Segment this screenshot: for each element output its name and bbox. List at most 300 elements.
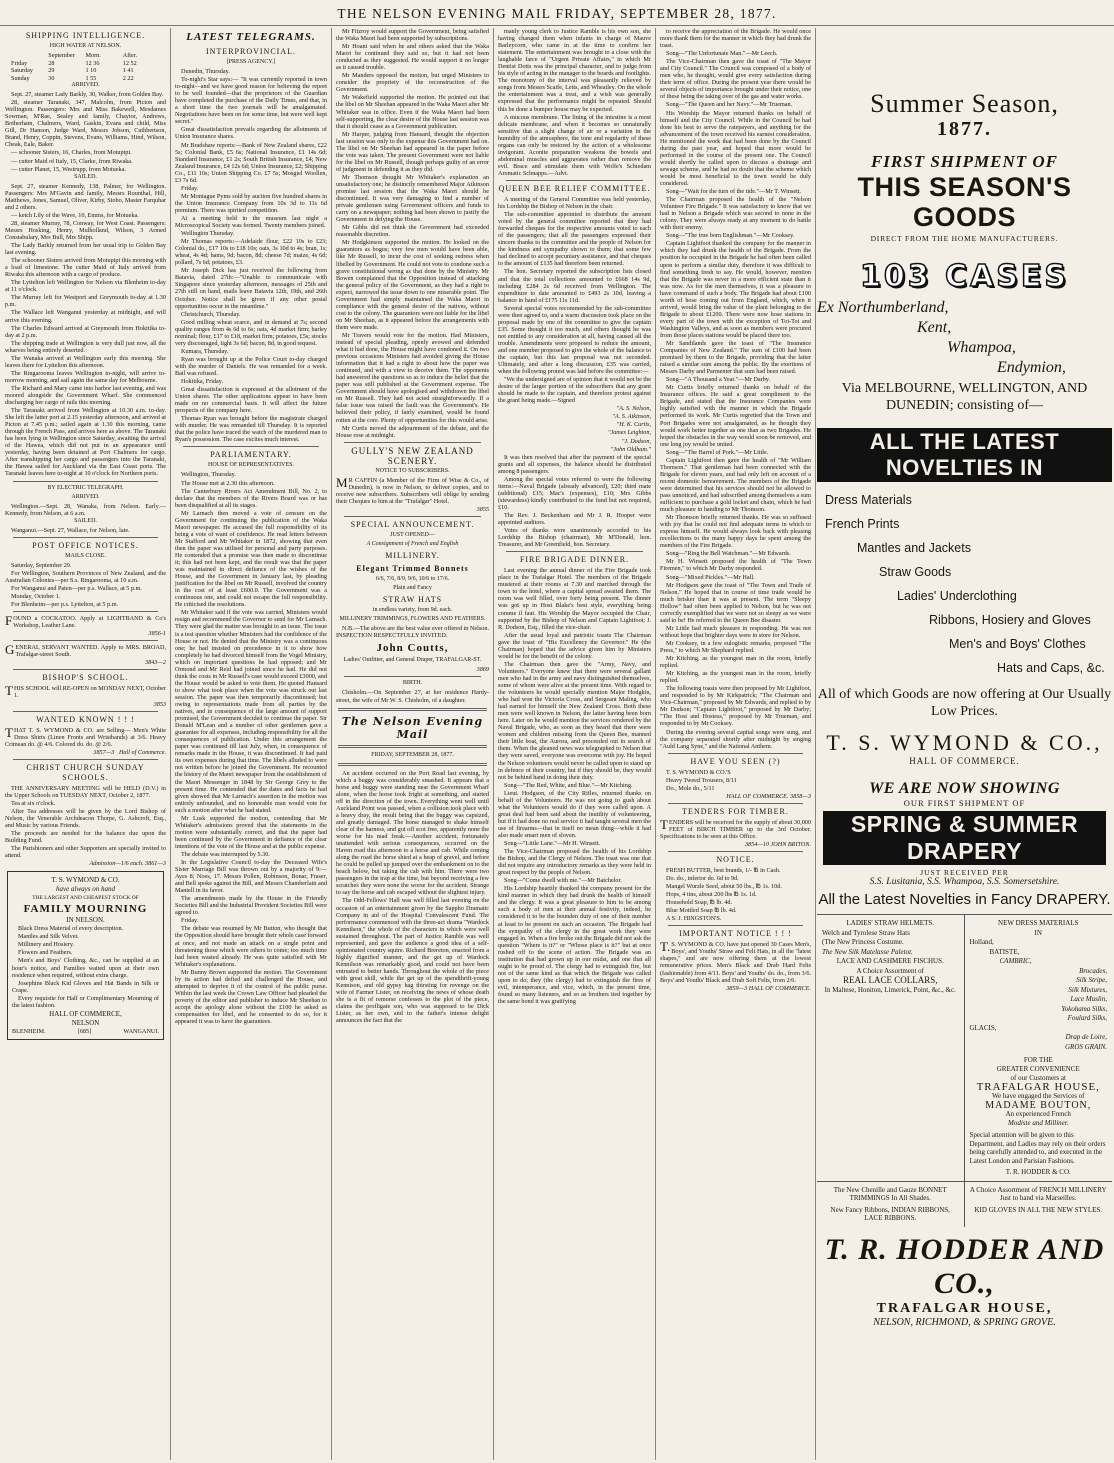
paragraph: Song—"The Barrel of Pork."—Mr Little.	[666, 448, 769, 456]
ad-line: Silk Mixtures,	[1068, 985, 1107, 994]
paragraph: The following toasts were then proposed by Mr Lightfoot, and responded to by Mr Kirkpatrick; "The Chairman and Vice-Chairman," proposed by Mr Edwards, and replied to by Mr Dodson; "Captain Lightfoot," proposed by Mr Darby; "The Host and Hostess," proposed by Mr Trueman, and responded to by Mr Cooksey.	[660, 685, 811, 728]
ad-ships	[817, 298, 1112, 378]
paragraph: Song—"The true born Englishman."—Mr Cooksey.	[666, 232, 795, 240]
ad-line: A Choice Assortment of FRENCH MILLINERY Just to hand via Marseilles.	[969, 1185, 1107, 1202]
paragraph: Captain Lightfoot thanked the company for the manner in which they had drunk the health of the Brigade. From the position he occupied in the Brigade he had often been called upon to perform a similar duty, therefore it was difficult to find something fresh to say. He would, however, mention that the Brigade was never in a more efficient state than it was now. As for the men themselves, it was a pleasure to have command of such a body. The Brigade had about £100 worth of hose coming out from England, which, when it arrived, would bring the value of the plant belonging to the Brigade to about £1200. There were now hose stations in every part of the town with the exception of Toi-Toi and Washington Valleys, and as soon as members were procured from those places stations would be placed there too.	[660, 240, 811, 339]
paragraph: Mr Wakefield supported the motion. He pointed out that the libel on Mr Sheehan appeared in the Waka Maori after Mr Whitaker was in office. Even if the Waka Maori had been self-supporting, the clear desire of the House last session was that it should cease as a Government publication.	[336, 94, 489, 130]
ad-items	[817, 488, 1112, 680]
ad-text: NELSON	[71, 1018, 100, 1027]
ad-goods: THIS SEASON'S GOODS	[857, 172, 1072, 232]
editorial-paragraphs	[336, 770, 489, 1025]
paragraph: "John Oldham."	[610, 445, 651, 453]
paragraph: Christchurch, Thursday.	[181, 310, 241, 318]
column-rule	[170, 28, 171, 1460]
ad-first-shipment: FIRST SHIPMENT OF	[870, 152, 1059, 171]
important-ad: T.S. WYMOND & CO. have just opened 30 Cases Men's, Boys', and Youths' Straw and Felt Hats, in all the "latest shapes," and are now offering them at the lowest remunerative prices. Men's Black and Drab Hard Felts (fashionable) from 4/11. Boys' and Youths' do. do., from 3/6. Boys' and Youths' Black and Drab Soft Felts, from 2/6.	[660, 939, 811, 984]
ad-item: Straw Goods	[879, 565, 952, 579]
paragraph: Blue Mottled Soap ℔ lb. 4d.	[666, 907, 737, 915]
ad-text: JUST OPENED—	[390, 531, 435, 538]
paragraph: The Wallace left Wanganui yesterday at midnight, and will arrive this evening.	[5, 309, 166, 324]
telegraph-heading: BY ELECTRIC TELEGRAPH.	[47, 484, 124, 491]
ad-text: 6/6, 7/6, 8/9, 9/6, 10/6 to 17/6.	[375, 576, 450, 583]
tide-table: September Morn. After. Friday 28 12 36 12 52 Saturday 29 1 10 1 41 Sunday 30 1 55 2 22	[11, 52, 138, 82]
ship-name: Kent,	[917, 319, 952, 336]
paragraph: Song—"A Thousand a Year."—Mr Darby.	[666, 376, 771, 384]
ad-title: MILLINERY.	[385, 551, 440, 561]
ad-line: of our Customers at	[1010, 1074, 1066, 1082]
ad-title: STRAW HATS	[382, 595, 443, 605]
ad-ref: 3859—3 HALL OF COMMERCE.	[726, 984, 811, 992]
ad-line: MADAME BOUTON,	[985, 1099, 1092, 1111]
ad-line: IN	[1034, 928, 1042, 937]
paragraph: Mr Lusk supported the motion, contending that Mr Whitaker's admissions proved that the statements in the motion were substantially correct, and that the paper had been continued by the Government in defiance of the clear intentions of the vote of the House and at the public expense.	[175, 814, 327, 850]
section-heading: SHIPPING INTELLIGENCE.	[25, 31, 146, 40]
paragraph: His Lordship heartily thanked the company present for the kind manner in which they had drunk the health of himself and the clergy. It was a great pleasure to him to be among such a body of men at their annual festivity, indeed, he considered it to be the bounden duty of one of their number at least to be present on such an occasion. The Brigade had the sympathy of the clergy in the great work they were engaged in. When a fire broke out the Brigade did not ask the question "Where is it?" or "Whose place is it?" but at once rushed off to the scene of action. The Brigade was an institution that had grown up in our midst, and one that all ought to be proud of. The clergy had to extinguish fire, but not of the same kind as that which the Brigade was called upon to do; they (the clergy) had to extinguish the fires of evil, intemperance, and vice, which, in the present time, found so many listeners, and so as brothers tied together by the same bond it was gratifying	[498, 885, 651, 1006]
ad-title: Elegant Trimmed Bonnets	[356, 564, 469, 574]
ad-hodder: T. R. HODDER AND CO.,	[824, 1232, 1105, 1300]
paragraph: The hon. Secretary reported the subscription lists closed and that the total collections amounted to £668 14s 9d, including £284 2s 6d received from Wellington. The expenditure to date amounted to £493 2s 10d, leaving a balance in hand of £175 11s 11d.	[498, 268, 651, 304]
ad-firm: John Coutts,	[376, 642, 449, 655]
ship-name: Endymion,	[997, 359, 1066, 376]
paragraph: Mr Sandilands gave the toast of "The Insurance Companies of New Zealand." The sum of £100 had been promised by them to the Brigade, providing that the latter raised a similar sum among the public. By the exertions of Messrs Darby and Parmenter that sum had been raised.	[660, 340, 811, 376]
bishop-ad: THIS SCHOOL will RE-OPEN on MONDAY NEXT, October 1.	[5, 683, 166, 700]
ad-line: New Fancy Ribbons, INDIAN RIBBONS, LACE RIBBONS.	[830, 1205, 950, 1222]
paragraph: It was then resolved that after the payment of the special grants and all expenses, the balance should be distributed among 8 passengers.	[498, 453, 651, 475]
ad-line: GREATER CONVENIENCE	[996, 1064, 1080, 1073]
servant-ad: GENERAL SERVANT WANTED. Apply to MRS. BROAD, Trafalgar-street South.	[5, 642, 166, 659]
ad-ref: 3857—3 Hall of Commerce.	[93, 748, 166, 756]
sailed-list	[5, 183, 166, 241]
ad-text: N.B.—The above are the best value ever offered in Nelson. INSPECTION RESPECTFULLY INVITED.	[336, 625, 489, 640]
found-ad: FOUND a COCKATOO. Apply at LIGHTBAND & Co's Workshop, Leather Lane.	[5, 613, 166, 630]
paragraph: Mr Bunny Brown supported the motion. The Government by its action had defied and challenged the House, and attempted to deprive it of the control of the public purse. Within the last week the Crown Law Officer had pleaded the poverty of the editor and publisher to induce Mr Sheehan to accept the apology alone without the £100 he asked as compensation for libel, and he consented to do so, for it appeared it was to have the guarantees.	[175, 968, 327, 1026]
paragraph: The Odd-Fellows' Hall was well filled last evening on the occasion of an entertainment given by the Sappho Dramatic Company in aid of the Hospital Convalescent Fund. The performance commenced with the three-act drama "Wardock Kennilson," the whole of the characters in which were well sustained throughout. The part of Justice Ramble was well represented, and gave the audience a good idea of a self-opinionated country squire. Richard Brereton, enacted from a highly dignified manner, and the get up of Wardock Kennilson was remarkably good, and could not have been entrusted to better hands. Throughout the whole of the piece with great skill, while the get up of the spendthrift-young Kennison, and old gypsy hag thirsting for revenge on the wife of Farmer Lister, on receiving the news of whose death she is a fit of remorse confesses to the plot of the piece, claims the profligate son, who was supposed to be Dick Lister, as her own, and to the father's intense delight announces the fact that the	[336, 897, 489, 1025]
interprovincial-heading: INTERPROVINCIAL.	[206, 47, 296, 56]
paragraph: Among the special votes referred to were the following items:—Naval Brigade (already advanced), £20; third mate (additional) £15; Mac's (expenses), £10; Mrs Gibbs (stewardess) kindly contributed to the fund but not required, £10.	[498, 475, 651, 511]
ad-trafalgar: TRAFALGAR HOUSE,	[876, 1300, 1053, 1316]
paragraph: Friday.	[181, 184, 199, 192]
special-heading: SPECIAL ANNOUNCEMENT.	[350, 519, 475, 529]
paragraph: For Wanganui and Paten—per p.s. Wallace, at 5 p.m.	[11, 585, 142, 592]
ad-left-block-2	[817, 1182, 965, 1227]
paragraph: Heavy Tweed Trousers, 8/11	[666, 776, 737, 784]
paragraph: Josephine Black Kid Gloves and Hat Bands in Silk or Crape.	[12, 979, 159, 994]
notice-list	[660, 867, 811, 922]
ad-line: We have engaged the Services of	[991, 1092, 1085, 1100]
paragraph: Do., Mole do., 5/11	[666, 784, 715, 792]
paragraph: Mr H. Winsett proposed the health of "The Town Firemen," to which Mr Darby responded.	[660, 558, 811, 573]
paragraph: Saturday, September 29.	[11, 561, 72, 569]
paragraph: Sept. 27, steamer Lady Barkly, 30, Walker, from Golden Bay.	[11, 91, 164, 99]
ad-line: LADIES' STRAW HELMETS.	[846, 919, 934, 927]
paragraph: An accident occurred on the Port Road last evening, by which a buggy was considerably smashed. It appears that a horse and buggy were standing near the Government Wharf alone, when the horse took fright at something, and started off in the direction of the town. Everything went well until Auckland Point was passed, when a collision took place with a heavy dray, the result being that the buggy was capsized, and greatly damaged. The horse managed to shake himself clear of the harness, and got off scot free, apparently none the worse for his mad freak.—Another accident, fortunately unattended with serious consequences, occurred on the Haven road this afternoon to a horse and cab. While coming along the road the horse shied at a heap of gravel, and before he could be pulled up jumped over the embankment on to the beach below, but taking the cab with him. There were two passengers in the trap at the time, but beyond receiving a few scratches they were none the worse for the accident. Strange to say the horse and cab escaped without the slightest injury.	[336, 769, 489, 897]
ad-line: Drap de Loire,	[1065, 1033, 1107, 1041]
shipping-news	[5, 242, 166, 478]
wanted-ad: THAT T. S. WYMOND & CO. are Selling— Men's White Dress Shirts (Linen Fronts and Wristbands) at 3/6. Heavy Crimean do. @ 4/6. Colored do. do. @ 2/6.	[5, 724, 166, 748]
tide-heading: HIGH WATER AT NELSON.	[49, 43, 122, 49]
ad-line: CAMBRIC,	[999, 957, 1032, 965]
ad-line: Foulard Silks,	[1067, 1014, 1107, 1022]
paragraph: His Worship the Mayor returned thanks on behalf of himself and the City Council. While in the Council he had done his best to serve the ratepayers, and anything for the advancement of the town received his earnest consideration. He mentioned the work that had been done by the Council during the past year, and hoped that more would be performed in the course of the present one. The Council would shortly be called upon to discuss a drainage and sewage scheme, and he had no doubt that the scheme which would be most beneficial to the town would be duly considered.	[660, 109, 811, 187]
paragraph: Mr Hodgson gave the toast of "The Town and Trade of Nelson." He hoped that in course of time trade would be much brisker than it was at present. The term "Sleepy Hollow" had often been applied to Nelson, but he was not correctly exemplified that we were not so sleepy as we were said to be! He referred to the Queen Bee disaster.	[660, 581, 811, 624]
ad-item: Dress Materials	[825, 493, 912, 507]
ad-hall: HALL OF COMMERCE.	[909, 756, 1020, 766]
paragraph: Mr Harper, judging from Hansard, thought the objection last session was only to the expense this Government had on. The libel on Mr Sheehan had appeared in the paper before the vote was taken. The present Government were not liable for the libel on Mr Russell, though perhaps guilty of an error of judgment in defending it as they did.	[336, 130, 489, 173]
ad-ref: 3869	[476, 666, 489, 674]
paragraph: Ryan was brought up at the Police Court to-day charged with the murder of Daniels. He was remanded for a week. Bail was refused.	[175, 355, 327, 377]
column-rule	[493, 28, 494, 1460]
wymond-advertisement	[817, 28, 1112, 1460]
paragraph: The Parishioners and other Supporters are specially invited to attend.	[5, 845, 166, 860]
paragraph: Mr Kitching, as the youngest man in the room, briefly replied.	[660, 655, 811, 670]
ad-text: IN NELSON.	[66, 916, 105, 925]
paragraph: FRESH BUTTER, best brands, 1/- ℔ in Cash.	[666, 867, 781, 875]
paragraph: The Vice-Chairman then gave the toast of "The Mayor and City Council." The Council was composed of a body of men who, he thought, would give every satisfaction during their term of office. During the present year there would be several objects of importance brought under their notice, one of these being the taking over of the gas and water works.	[660, 58, 811, 101]
paragraph: Mr Curtis briefly returned thanks on behalf of the Insurance offices. He said a great compliment to the Brigade, and stated that the Insurance Companies were highly satisfied with the manner in which the Brigade performed its work. Mr Curtis regretted that the Town and Port Brigades were not amalgamated, as he thought they would work better together as one than as two Brigades. He hoped the obstacles in the way would soon be removed, and one long joy would be united.	[660, 384, 811, 448]
ad-ref: 3843—2	[145, 659, 166, 667]
paragraph: Mr Hodgkinson supported the motion. He looked on the guarantors as bogus; very few men would have been able, like Mr Russell, to incur the cost of seeking redress when libelled by Government. He could not vote to condone such a grave constitutional wrong as that done by the Ministry. Mr Bowen complained that the Opposition instead of attacking the general policy of the Government, as they had a right to expect, narrowed the issue down to one miserable point. The Government had simply maintained the Waka Maori in compliance with the general desire of the natives, without cost to the colony. The guarantors were not liable for the libel on Mr Sheehan, as it appeared before the arrangements with them were made.	[336, 239, 489, 331]
paragraph: The Charles Edward arrived at Greymouth from Hokitika to-day at 2 p.m.	[5, 324, 166, 339]
ad-all: All of which Goods are now offering at Our Usually Low Prices.	[817, 687, 1112, 719]
paragraph: Song—"Mixed Pickles."—Mr Hall.	[666, 573, 755, 581]
paragraph: "James Leighton,	[607, 429, 651, 437]
paragraph: Mr Whitaker said if the vote was carried, Ministers would resign and recommend the Governor to send for Mr Larnach. They were glad the matter was brought to an issue. The issue is a test question whether Ministers had the confidence of the House or not. He denied that the Ministry was a continuous one; he had insisted on precedence in it to show how completely he had divorced himself from the Vogel Ministry, which on important questions he had opposed; and Mr Ormond and Mr Reid had joined since he had. He did not think the costs in Mr Russell's case would exceed £3000, and the House would be asked to vote them. He quoted Hansard to show what took place when the vote was struck out last session. The paper was then temporarily discontinued; but owing to representations made from all parties by the natives, and in consequence of the large amount of support promised, the Government decided to continue the paper. Sir Donald M'Lean and a number of other gentlemen gave a guarantee for all expenses, including responsibility for all the consequences of publication. Under this arrangement the paper was continued till last July, when, in consequence of remarks made in the House, it was discontinued. It had paid its own expenses during that time. The libels alluded to were not written before he joined the Government. He recounted the history of the Maori newspaper from the establishment of the Maori Messenger in 1848 by Sir George Grey to the present time. He contended that the dates and facts he had given showed that Mr Larnach's assertion in the motion was entirely unfounded, and no honorable man would vote for such a motion after what he had stated.	[175, 609, 327, 814]
paragraph: The Lady Barkly returned from her usual trip to Golden Bay last evening.	[5, 242, 166, 257]
ad-ref: Admission—1/6 each. 3861—3	[89, 860, 166, 868]
sailed-heading: SAILED.	[74, 173, 97, 180]
paragraph: The proceeds are needed for the balance due upon the Building Fund.	[5, 830, 166, 845]
paragraph: Votes of thanks were unanimously accorded to his Lordship the Bishop (chairman), Mr M'Donald, hon. Treasurer, and Mr Greenfield, hon. Secretary.	[498, 527, 651, 549]
ad-text: have always on hand	[56, 885, 115, 894]
tel-arrived: Wellington.—Sept. 28, Wanaka, from Nelson. Early.—Kennedy, from Nelson, at 6 a.m.	[5, 502, 166, 517]
paragraph: The Chairman then gave the "Army, Navy, and Volunteers." Everyone knew that there were several gallant men who had in the army and navy distinguished themselves, some of whom were alive at the present time. With regard to the volunteers he would specially mention Major Hodgkin, who had won the Victoria Cross, and Sergeant Maling, who had earned for himself the New Zealand Cross. Both these men were well known in Nelson, the latter having been born here. Later on he would mention the services rendered by the Naval Brigade, who, as soon as they heard that there were women and children missing from the Queen Bee, manned their little boat, the Aurora, and proceeded out in search of them. When the gleaned news was telegraphed to Nelson that they were saved, everyone was overcome with joy. He hoped the Nelson volunteers would never be called upon to stand up in defence of their country, but if they should be, they would not be behind hand in doing their duty.	[498, 660, 651, 781]
ad-right-block	[965, 915, 1113, 1181]
paragraph: THE ANNIVERSARY MEETING will be HELD (D.V.) in the Upper Schools on TUESDAY NEXT, October 2, 1877.	[5, 784, 166, 799]
notice-heading: NOTICE.	[716, 855, 755, 865]
paragraph: "J. Dodson,	[621, 437, 651, 445]
ad-ref: 3854—10 JOHN BRITON.	[744, 840, 811, 848]
church-heading: CHRIST CHURCH SUNDAY SCHOOLS.	[26, 762, 145, 782]
ad-hall: HALL OF COMMERCE,	[49, 1009, 122, 1018]
ad-line: FOR THE	[1023, 1056, 1053, 1064]
ad-showing: WE ARE NOW SHOWING	[869, 780, 1060, 797]
post-list	[5, 562, 166, 608]
masthead: THE NELSON EVENING MAIL FRIDAY, SEPTEMBER 28, 1877.	[0, 0, 1114, 26]
paragraph: Household Soap, ℔ lb. 4d.	[666, 899, 733, 907]
paragraph: "A. S. Atkinson,	[612, 413, 651, 421]
paragraph: Song—"The Red, White, and Blue."—Mr Kitching.	[504, 781, 633, 789]
paragraph: Song—"The Unfortunate Man."—Mr Leech.	[666, 50, 778, 58]
ad-item: Men's and Boys' Clothes	[949, 637, 1086, 651]
paragraph: Mr Bradshaw reports:—Bank of New Zealand shares, £22 5s; Colonial Bank, £5 6s; National Insurance, £1 14s 6d; Standard Insurance, £1 2s; South British Insurance, £4; New Zealand Insurance, £4 12s 6d; Union Insurance, £2; Shipping Co., £11 10s; Union Shipping Co. £7 5s; Mosgiel Woollen, £3 7s 6d.	[175, 141, 327, 184]
paragraph: Song—"The Queen and her Navy."—Mr Trueman.	[666, 101, 793, 109]
tender-heading: TENDERS FOR TIMBER.	[682, 806, 789, 816]
ad-item: Ribbons, Hosiery and Gloves	[929, 613, 1091, 627]
paragraph: Song—"Ring the Bell Watchman."—Mr Edwards.	[666, 550, 791, 558]
ad-title: FAMILY MOURNING	[23, 903, 148, 916]
paragraph: Thomas Ryan was brought before the magistrate charged with murder. He was remanded till Thursday. It is reported that the police have traced the watch of the murdered man to Ryan's possession. The case excites much interest.	[175, 415, 327, 444]
paragraph: A S. J. HINGSTON'S.	[666, 915, 722, 923]
ad-item: French Prints	[825, 517, 900, 531]
paragraph: Song—"Wait for the turn of the tide."—Mr T. Winsett.	[666, 188, 802, 196]
paragraph: Tea at six o'clock.	[11, 799, 56, 807]
paragraph: — cutter Planet, 15, Westrupp, from Motueka.	[11, 165, 126, 173]
ad-line: An experienced French	[1005, 1110, 1071, 1118]
paragraph: The shipping trade at Wellington is very dull just now, all the wharves being entirely deserted.	[5, 339, 166, 354]
arrived-heading: ARRIVED.	[71, 82, 100, 89]
ad-line: Special attention will be given to this Department, and Ladies may rely on their orders being carefully attended to, and executed in the Latest London and Parisian Fashions.	[969, 1131, 1106, 1165]
paragraph: The House met at 2.30 this afternoon.	[181, 479, 275, 487]
ad-text: THE LARGEST AND CHEAPEST STOCK OF	[32, 895, 139, 902]
paragraph: Good milling wheat scarce, and in demand at 7s; second quality ranges from 4s 6d to 6s; oats, 4d market firm; barley nominal; flour, £17 to £18, market firm; potatoes, £5s; stocks very discouraged, tight 3s 6d; bacon, 8d, in good request.	[175, 318, 327, 347]
paragraph: Black Dress Material of every description.	[18, 925, 124, 933]
report-paragraphs	[498, 28, 651, 177]
paragraph: The Taranaki arrived from Wellington at 10.30 a.m. to-day. She left the latter port at 2.15 yesterday afternoon, and arrived at Picton at 7.45 p.m.; sailed again at 1.30 this morning, came through the French Pass, and arrives here as above. The Taranaki has been lying in Wellington since Saturday, awaiting the arrival of the Hawea, which did not put in an appearance until yesterday, having been detained at Port Chalmers for cargo. After transhipping her cargo and passengers into the Taranaki, the Hawea sailed for Auckland via the East Coast ports. The Taranaki leaves here to-night at 10 o'clock for Northern ports.	[5, 407, 166, 478]
paragraph: The Chairman proposed the health of the "Nelson Volunteer Fire Brigade." It was satisfactory to know that we had in Nelson a Brigade which was second to none in the colony. They were always ready at any moment to do battle with their enemy.	[660, 196, 811, 232]
ad-summer: Summer Season,	[870, 89, 1059, 118]
paragraph: A mucous membrane. The lining of the intestine is a most delicate membrane, and when it becomes so unnaturally sensitive that a slight change of air or a variation in the humidity of the atmosphere, the tone and regularity of these organs can only be restored by the action of a wholesome invigorant. Aconite preparation weakens the bowels and abdominal muscles and aggravates rather than remove the evil. Brace and stimulate them with Wolfe's Schiedam Aromatic Schnapps.—Advt.	[498, 113, 651, 177]
signatories	[498, 405, 651, 452]
ad-firm: T. S. WYMOND & CO.	[51, 876, 120, 885]
paragraph: For Blenheim—per p.s. Lyttelton, at 5 p.m.	[11, 601, 119, 609]
seen-list	[660, 769, 811, 792]
ad-line: NEW DRESS MATERIALS	[998, 919, 1079, 927]
ad-spring: SPRING & SUMMER DRAPERY	[823, 811, 1106, 865]
column-rule	[655, 28, 656, 1460]
paragraph: Hops, 4 tins, about 200 lbs ℔ 1s. 1d.	[666, 891, 757, 899]
ad-line: GLACIS,	[969, 1023, 997, 1032]
paper-title: The Nelson Evening Mail	[341, 714, 484, 741]
gully-heading: GULLY'S NEW ZEALAND SCENERY.	[351, 445, 474, 466]
ad-line: Holland,	[969, 938, 994, 946]
church-list	[5, 785, 166, 859]
ad-line: (The New Princess Costume.	[822, 938, 904, 946]
paragraph: After the usual loyal and patriotic toasts The Chairman gave the toast of "His Excellency the Governor." He (the Chairman) hoped that the advice given him by Ministers would be for the benefit of the colony.	[498, 631, 651, 660]
ship-name: Ex Northumberland,	[817, 299, 949, 316]
ad-line: T. R. HODDER & CO.	[1005, 1168, 1071, 1176]
ad-fancy: All the Latest Novelties in Fancy DRAPERY.	[818, 891, 1111, 908]
paragraph: Mr Little had much pleasure in responding. He was not without hope that brighter days were in store for Nelson.	[660, 624, 811, 639]
paragraph: Mr Cooksey, in a few eulogistic remarks, proposed "The Press," to which Mr Shephard replied.	[660, 639, 811, 654]
column-rule	[815, 28, 816, 1460]
paragraph: In the Legislative Council to-day the Deceased Wife's Sister Marriage Bill was thrown out by a majority of 9:—Ayes 8; Noes, 17. Messrs Pollen, Robinson, Bonar, Fraser, and Bell spoke against the Bill, and Messrs Chamberlain and Mantell in its favor.	[175, 859, 327, 895]
ad-line: KID GLOVES IN ALL THE NEW STYLES.	[974, 1205, 1103, 1214]
paragraph: Flowers and Feathers.	[18, 949, 73, 957]
paragraph: Friday.	[181, 917, 199, 925]
paragraph: During the evening several capital songs were sung, and the company separated shortly after midnight by singing "Auld Lang Syne," and the National Anthem.	[660, 728, 811, 750]
paragraph: "A. S. Nelson,	[616, 405, 651, 413]
house-heading: HOUSE OF REPRESENTATIVES.	[207, 462, 295, 469]
paragraph: "We the undersigned are of opinion that it would not be the desire of the larger portion of the subscribers that any grant should be made to the captain, and therefore protest against the grant being made.—Signed	[498, 376, 651, 405]
seen-heading: HAVE YOU SEEN (?)	[690, 756, 781, 766]
paragraph: "H. K. Curtis,	[616, 421, 651, 429]
paragraph: Lieut. Hodgson, of the City Rifles, returned thanks on behalf of the Volunteers. He was not going to gush about what the Volunteers would do if they were called upon. A great deal had been said about the inutility of volunteering, but if it had done no real service it had taught several men the use of firearms—that in itself no mean thing—while it had also made smart men of sloven.	[498, 789, 651, 839]
paragraph: The schooner Sisters arrived from Motupipi this morning with a load of limestone. The cutter Maid of Italy arrived from Riwaka this afternoon with a cargo of produce.	[5, 257, 166, 279]
paragraph: Several special votes recommended by the sub-committee were then agreed to, and a warm discussion took place on the proposal made by one of the committee to give the captain £35. Some thought it too much, and others thought he was not entitled to any consideration at all, having caused all the trouble. Amendments were proposed to reduce the amount, and one member proposed to give the whole of the balance to the captain, but this last proposal was not seconded. Ultimately, and after a long discussion, £35 was carried, when the following protest was laid before the committee:—	[498, 304, 651, 376]
paragraph: Monday, October 1.	[11, 593, 61, 601]
ad-line: BATISTE,	[989, 947, 1020, 956]
column-dinner-ads	[657, 28, 814, 1460]
paragraph: Song—"Come dwell with me."—Mr Batchelor.	[504, 877, 622, 885]
paragraph: Kumara, Thursday.	[181, 347, 229, 355]
column-reports	[495, 28, 654, 1460]
paragraph: Dunedin, Thursday.	[181, 68, 230, 76]
ad-line: Silk Stripe,	[1076, 976, 1107, 984]
arrived-list	[5, 91, 166, 173]
paragraph: The debate was resumed by Mr Button, who thought that the Opposition should have brought their whole case forward at once, and not made an attack on a single point and threatening those which were others to come; too much time had been wasted already. He was quite satisfied with Mr Whitaker's explanations.	[175, 925, 327, 968]
tender-ad: TENDERS will be received for the supply of about 30,000 FEET of BIRCH TIMBER up to the 3rd October. Specifications to be seen at this Office.	[660, 816, 811, 840]
paragraph: The amendments made by the House in the Friendly Societies Bill and the Industrial Provident Societies Bill were agreed to.	[175, 895, 327, 917]
queen-bee-paragraphs	[498, 196, 651, 404]
paragraph: 28, steamer Murray, 78, Conway, for West Coast. Passengers: Messrs Hosking, Henry, Mulholland, Wilson, 3 Armed Constabulary, Mrs Bull, Mrs Shipp.	[5, 219, 166, 241]
paragraph: Mr Thomson briefly returned thanks. He was so suffused with joy that he could not find adequate terms in which to express himself. He would always look back with pleasing recollections to the many happy days he spent among the members of the Fire Brigade.	[660, 514, 811, 550]
paper-date: FRIDAY, SEPTEMBER 28, 1877.	[371, 751, 454, 758]
paragraph: Great dissatisfaction is expressed at the allotment of the Union shares. The other applications appear to have been made on no commercial basis. It will affect the future prospects of the company here.	[175, 386, 327, 415]
column-rule	[331, 28, 332, 1460]
fire-brigade-paragraphs	[498, 567, 651, 1005]
paragraph: Men's and Boys' Clothing, &c., can be supplied at an hour's notice, and Families waited upon at their own residence when required, without extra charge.	[12, 957, 159, 979]
ad-line: Modiste and Milliner.	[1008, 1118, 1069, 1127]
ad-line: Lace Muslin,	[1070, 995, 1107, 1003]
ad-line: LACE AND CASHMERE FISCHUS.	[836, 957, 944, 965]
paragraph: Sept. 27, steamer Kennedy, 138, Palmer, for Wellington. Passengers: Mrs M'Gavin and family, Messrs Rounthal, Hill, Matthews, Jones, Samuel, Oliver, Kirby, Stobo, Master Farquhar and 2 others.	[5, 182, 166, 211]
paragraph: Wellington, Thursday.	[181, 471, 236, 479]
wanted-heading: WANTED KNOWN ! ! !	[36, 714, 135, 724]
ad-line: Welch and Tyrolese Straw Hats	[822, 928, 910, 937]
ship-name: Whampoa,	[947, 339, 1016, 356]
paragraph: At a meeting held in the museum last night a Microscopical Society was formed. Twenty members joined.	[175, 214, 327, 230]
bishop-heading: BISHOP'S SCHOOL.	[42, 673, 129, 683]
paragraph: Mr Kitching, as the youngest man in the room, briefly replied.	[660, 670, 811, 685]
paragraph: Mr Joseph Dick has just received the following from Batavia, dated 27th:—"Unable to communicate with Singapore since yesterday afternoon, messages of 25th and 27th still on hand, mails leave Batavia 12th, 19th, and 26th October. Notice shall be given if any other postal opportunities occur in the meantime."	[175, 267, 327, 310]
ad-text: in endless variety, from 9d. each.	[372, 607, 453, 614]
ad-just: JUST RECEIVED PER	[920, 868, 1009, 877]
tel-sailed: Wanganui.—Sept. 27, Wallace, for Nelson, late.	[11, 526, 130, 534]
paragraph: The Vice-Chairman proposed the health of his Lordship the Bishop, and the Clergy of Nelson. The toast was one that did not require any introductory remarks as they were held in great respect by the people of Nelson.	[498, 848, 651, 877]
queen-bee-heading: QUEEN BEE RELIEF COMMITTEE.	[498, 183, 651, 193]
paragraph: The Rev. J. Beckenham and Mr J. R. Hooper were appointed auditors.	[498, 512, 651, 527]
paragraph: to receive the appreciation of the Brigade. He would once more thank them for the manner in which they had drunk the toast.	[660, 28, 811, 50]
ad-left-block	[817, 915, 965, 1181]
ad-ref: 3855	[476, 505, 489, 513]
ad-year: 1877.	[937, 118, 992, 140]
paragraph: — cutter Maid of Italy, 15, Clarke, from Riwaka.	[11, 157, 133, 165]
ad-footer: BLENHEIM. [685] WANGANUI.	[12, 1027, 159, 1035]
paragraph: Mr Thomas reports:—Adelaide flour, £22 10s to £23; Colonial do., £17 10s to £18 10s; oats, 3s 10d to 4s; bran, 1s; wheat, 4s 4d; hams, 9d; bacon, 8d; cheese 7d; maize, 4s 6d; pollard, 7s 6d; potatoes, £3.	[175, 238, 327, 267]
queen-bee-after	[498, 454, 651, 549]
gully-sub: NOTICE TO SUBSCRIBERS.	[375, 467, 450, 474]
ad-body	[12, 925, 159, 1009]
paragraph: — schooner Sisters, 16, Charles, from Motupipi.	[11, 149, 132, 157]
ad-ref: 3853	[153, 700, 166, 708]
ad-ship-list: S.S. Lusitania, S.S. Whampoa, S.S. Somersetshire.	[869, 877, 1060, 887]
paragraph: Mangel Wurzle Seed, about 50 lbs., ℔ 1s. 10d.	[666, 883, 782, 891]
ad-novelties: ALL THE LATEST NOVELTIES IN	[817, 428, 1112, 482]
ad-item: Mantles and Jackets	[857, 541, 971, 555]
paragraph: Great dissatisfaction prevails regarding the allotments of Union Insurance shares.	[175, 126, 327, 141]
press-agency: [PRESS AGENCY.]	[226, 59, 276, 65]
paragraph: Mr Curtis moved the adjournment of the debate, and the House rose at midnight.	[336, 424, 489, 439]
paragraph: Mr Montague Pyms sold by auction five hundred shares in the Union Insurance Company from 10s 3d to 11s 6d premium. There was spirited competition.	[175, 192, 327, 214]
paragraph: Captain Lightfoot then gave the health of "Mr William Thomson." That gentleman had been connected with the Brigade for eleven years, and had only left on account of a recent domestic bereavement. The members of the Brigade were determined that his services should not be allowed to pass unnoticed, and had subscribed among themselves a sum sufficient to purchase a gold locket and chain, which he had much pleasure in handing to Mr Thomson.	[660, 456, 811, 514]
debate-paragraphs	[336, 28, 489, 439]
ad-line: REAL LACE COLLARS,	[843, 975, 938, 985]
column-telegrams	[172, 28, 330, 1460]
paragraph: The Wanaka arrived at Wellington early this morning. She leaves there for Lyttelton this afternoon.	[5, 354, 166, 369]
paragraph: Do. do., inferior do. 6d to 9d.	[666, 875, 739, 883]
paragraph: Last evening the annual dinner of the Fire Brigade took place in the Trafalgar Hotel. The members of the Brigade mustered at their rooms at 7.30 and marched through the town to the hotel, where a capital spread awaited them. The room was well filled, over forty being present. The dinner was got up in Host Blake's best style, everything being comme il faut. His Worship the Mayor occupied the Chair, supported by the Bishop of Nelson and Captain Lightfoot; J. R. Dodson, Esq., filled the vice-chair.	[498, 567, 651, 631]
paragraph: Mr Larnach then moved a vote of censure on the Government for continuing the publication of the Waka Maori newspaper. He accused the full responsibility of its being a vote of want of confidence. He read letters between Mr Stafford and Mr Whitaker in 1872, showing that even then the paper was utilised for personal and party purposes. He contended that a promise was then made to discontinue it; this had not been kept, and the result was that the paper was maintained in direct defiance of the wishes of the House, and the Government in January last, by pleading justification for the libel on Mr Russell, involved the country in the cost of at least £600.0. The Government was a continuous one, and could not escape the full responsibility. He criticised the resolutions.	[175, 509, 327, 609]
ad-text: A Consignment of French and English	[366, 541, 459, 547]
paragraph: The Murray left for Westport and Greymouth to-day at 1.30 p.m.	[5, 294, 166, 309]
ad-line: GROS GRAIN.	[1065, 1042, 1107, 1051]
ad-cases: 103 CASES	[859, 259, 1069, 294]
family-mourning-ad	[7, 871, 164, 1040]
ad-line: Brocades,	[1079, 966, 1107, 975]
birth-heading: BIRTH.	[402, 680, 423, 687]
ad-via: Via MELBOURNE, WELLINGTON, AND DUNEDIN; consisting of—	[841, 381, 1088, 413]
paragraph: To-night's Star says:— "It was currently reported in town to-night—and we have good reason for believing the report to be well founded—that the proprietors of the Guardian have completed the purchase of the Daily Times, and that, in a short time the two journals will be amalgamated. Negotiations have been on for some time, but were well kept secret."	[175, 76, 327, 126]
paragraph: Mr Manders opposed the motion, but urged Ministers to consider the propriety of the reconstruction of the Government.	[336, 72, 489, 94]
ad-place: NELSON, RICHMOND, & SPRING GROVE.	[873, 1316, 1056, 1328]
paragraph: — ketch Lily of the Wave, 10, Emms, for Motueka.	[11, 211, 139, 219]
paragraph: Mr Thomson thought Mr Whitaker's explanation an unsatisfactory one; he distinctly remembered Major Atkinson promise last session that the Waka Maori should be discontinued. It was very damaging to find a number of private gentlemen using Government officers and funds to carry on a newspaper; nothing had been shown to justify the Government in defying the House.	[336, 173, 489, 224]
important-heading: IMPORTANT NOTICE ! ! !	[679, 929, 792, 939]
paragraph: The sub-committee appointed to distribute the amount voted by the general committee reported that they had forwarded cheques for the respective amounts voted to each of the passengers; that all the passengers expressed their sincere thanks to the committee and the people of Nelson for the kindness and sympathy shown to them; that some few had declined to accept pecuniary assistance, and that cheques to the amount of £135 had therefore been returned.	[498, 211, 651, 268]
ad-text: Ladies' Outfitter, and General Draper, TRAFALGAR-ST.	[343, 657, 482, 664]
paragraph: The debate was interrupted by 5.30.	[181, 850, 270, 858]
paragraph: Mr Fitzroy would support the Government, being satisfied the Waka Maori had been supported by subscriptions.	[336, 28, 489, 43]
fire-brigade-heading: FIRE BRIGADE DINNER.	[519, 555, 630, 565]
birth-notice: Chisholm.—On September 27, at her residence Hardy-street, the wife of Mr W. S. Chisholm, of a daughter.	[336, 689, 489, 704]
paragraph: For Wellington, Southern Provinces of New Zealand, and the Australian Colonies—per S.s. Ringarooma, at 10 a.m.	[5, 569, 166, 584]
tel-sailed-heading: SAILED.	[74, 517, 97, 524]
paragraph: 28, steamer Taranaki, 347, Malcolm, from Picton and Wellington. Passengers: Mrs and Miss Bakewell, Mesdames Sowman, M'Rae, Sealey and family, Chaytor, Andrews, Botherham, Chalmers, Ward, Gaskin, Evans and child, Miss Gill, Dr Hanson, Judge Ward, Messrs Jobson, Cuthbertson, Brand, Henry, Coppin, Stevens, Evans, Williams, Hind, Wilson, Cheak, Eale, Baker.	[5, 99, 166, 149]
parliament-paragraphs	[175, 471, 327, 1025]
paragraph: The Lyttelton left Wellington for Nelson via Blenheim to-day at 11 o'clock.	[5, 279, 166, 294]
paragraph: The Ringarooma leaves Wellington to-night, will arrive to-morrow morning, and sail again the same day for Melbourne.	[5, 369, 166, 384]
ad-line: A Choice Assortment of	[856, 966, 924, 975]
paragraph: Mr Gibbs did not think the Government had exceeded reasonable discretion.	[336, 224, 489, 239]
paragraph: Every requisite for Half or Complimentary Mourning of the latest fashion.	[12, 994, 159, 1009]
mails-heading: MAILS CLOSE.	[65, 552, 106, 559]
paragraph: The Canterbury Rivers Act Amendment Bill, No. 2, to declare that the members of the Rivers Board was or has been disqualified at all its stages.	[175, 487, 327, 509]
ad-line: The New Chenille and Gauze BONNET TRIMMINGS In All Shades.	[833, 1185, 947, 1202]
paragraph: A meeting of the General Committee was held yesterday, his Lordship the Bishop of Nelson in the chair.	[498, 195, 651, 211]
ad-grid	[817, 914, 1112, 1181]
ad-firm: T. S. WYMOND & CO.,	[826, 730, 1103, 755]
tel-arrived-heading: ARRIVED.	[71, 493, 100, 500]
ad-item: Hats and Caps, &c.	[997, 661, 1105, 675]
column-news	[333, 28, 492, 1460]
paragraph: The Richard and Mary came into harbor last evening, and was moored alongside the Government Wharf. She commenced discharging her cargo of rails this morning.	[5, 384, 166, 407]
telegrams-title: LATEST TELEGRAMS.	[186, 31, 316, 43]
post-heading: POST OFFICE NOTICES.	[32, 540, 139, 550]
ad-grid-2	[817, 1181, 1112, 1227]
paragraph: T. S. WYMOND & CO.'S	[666, 768, 731, 776]
gully-ad: MR CAFFIN (a Member of the Firm of Wise & Co., of Dunedin), is now in Nelson, to deliver copies, and to receive new subscribers. Subscribers will oblige by sending their Cheques to him at the "Trafalgar" Hotel.	[336, 474, 489, 505]
column-shipping	[2, 28, 169, 1460]
paragraph: Mr Travers would vote for the motion. Had Ministers, instead of special pleading, openly avowed and defended what it had done, the House might have condoned it. On two previous occasions Ministers had avoided giving the House information that it had a right to about how the paper was continued, and with a view to deceive them. The opponents had answered the questions so as to induce the belief that the paper was still published at the Government expense. The Government should have apologised and withdrawn the libel on Mr Russell. They had not acted straightforwardly. If a false issue was raised the fault was the Government's. He believed their policy, if fairly examined, would be found rotten at the core. Plenty of opportunities for this would arise.	[336, 331, 489, 424]
ad-line: In Maltese, Honiton, Limerick, Point, &c., &c.	[824, 985, 956, 994]
ad-ref: HALL OF COMMERCE. 3858—3	[726, 792, 811, 800]
ad-right-block-2	[965, 1182, 1113, 1227]
ad-direct: DIRECT FROM THE HOME MANUFACTURERS.	[870, 234, 1059, 243]
dinner-paragraphs	[660, 28, 811, 750]
paragraph: Millinery and Hosiery.	[18, 941, 75, 949]
ad-line: Yokohama Silks,	[1061, 1004, 1107, 1013]
ad-text: Plain and Fancy	[393, 585, 432, 592]
